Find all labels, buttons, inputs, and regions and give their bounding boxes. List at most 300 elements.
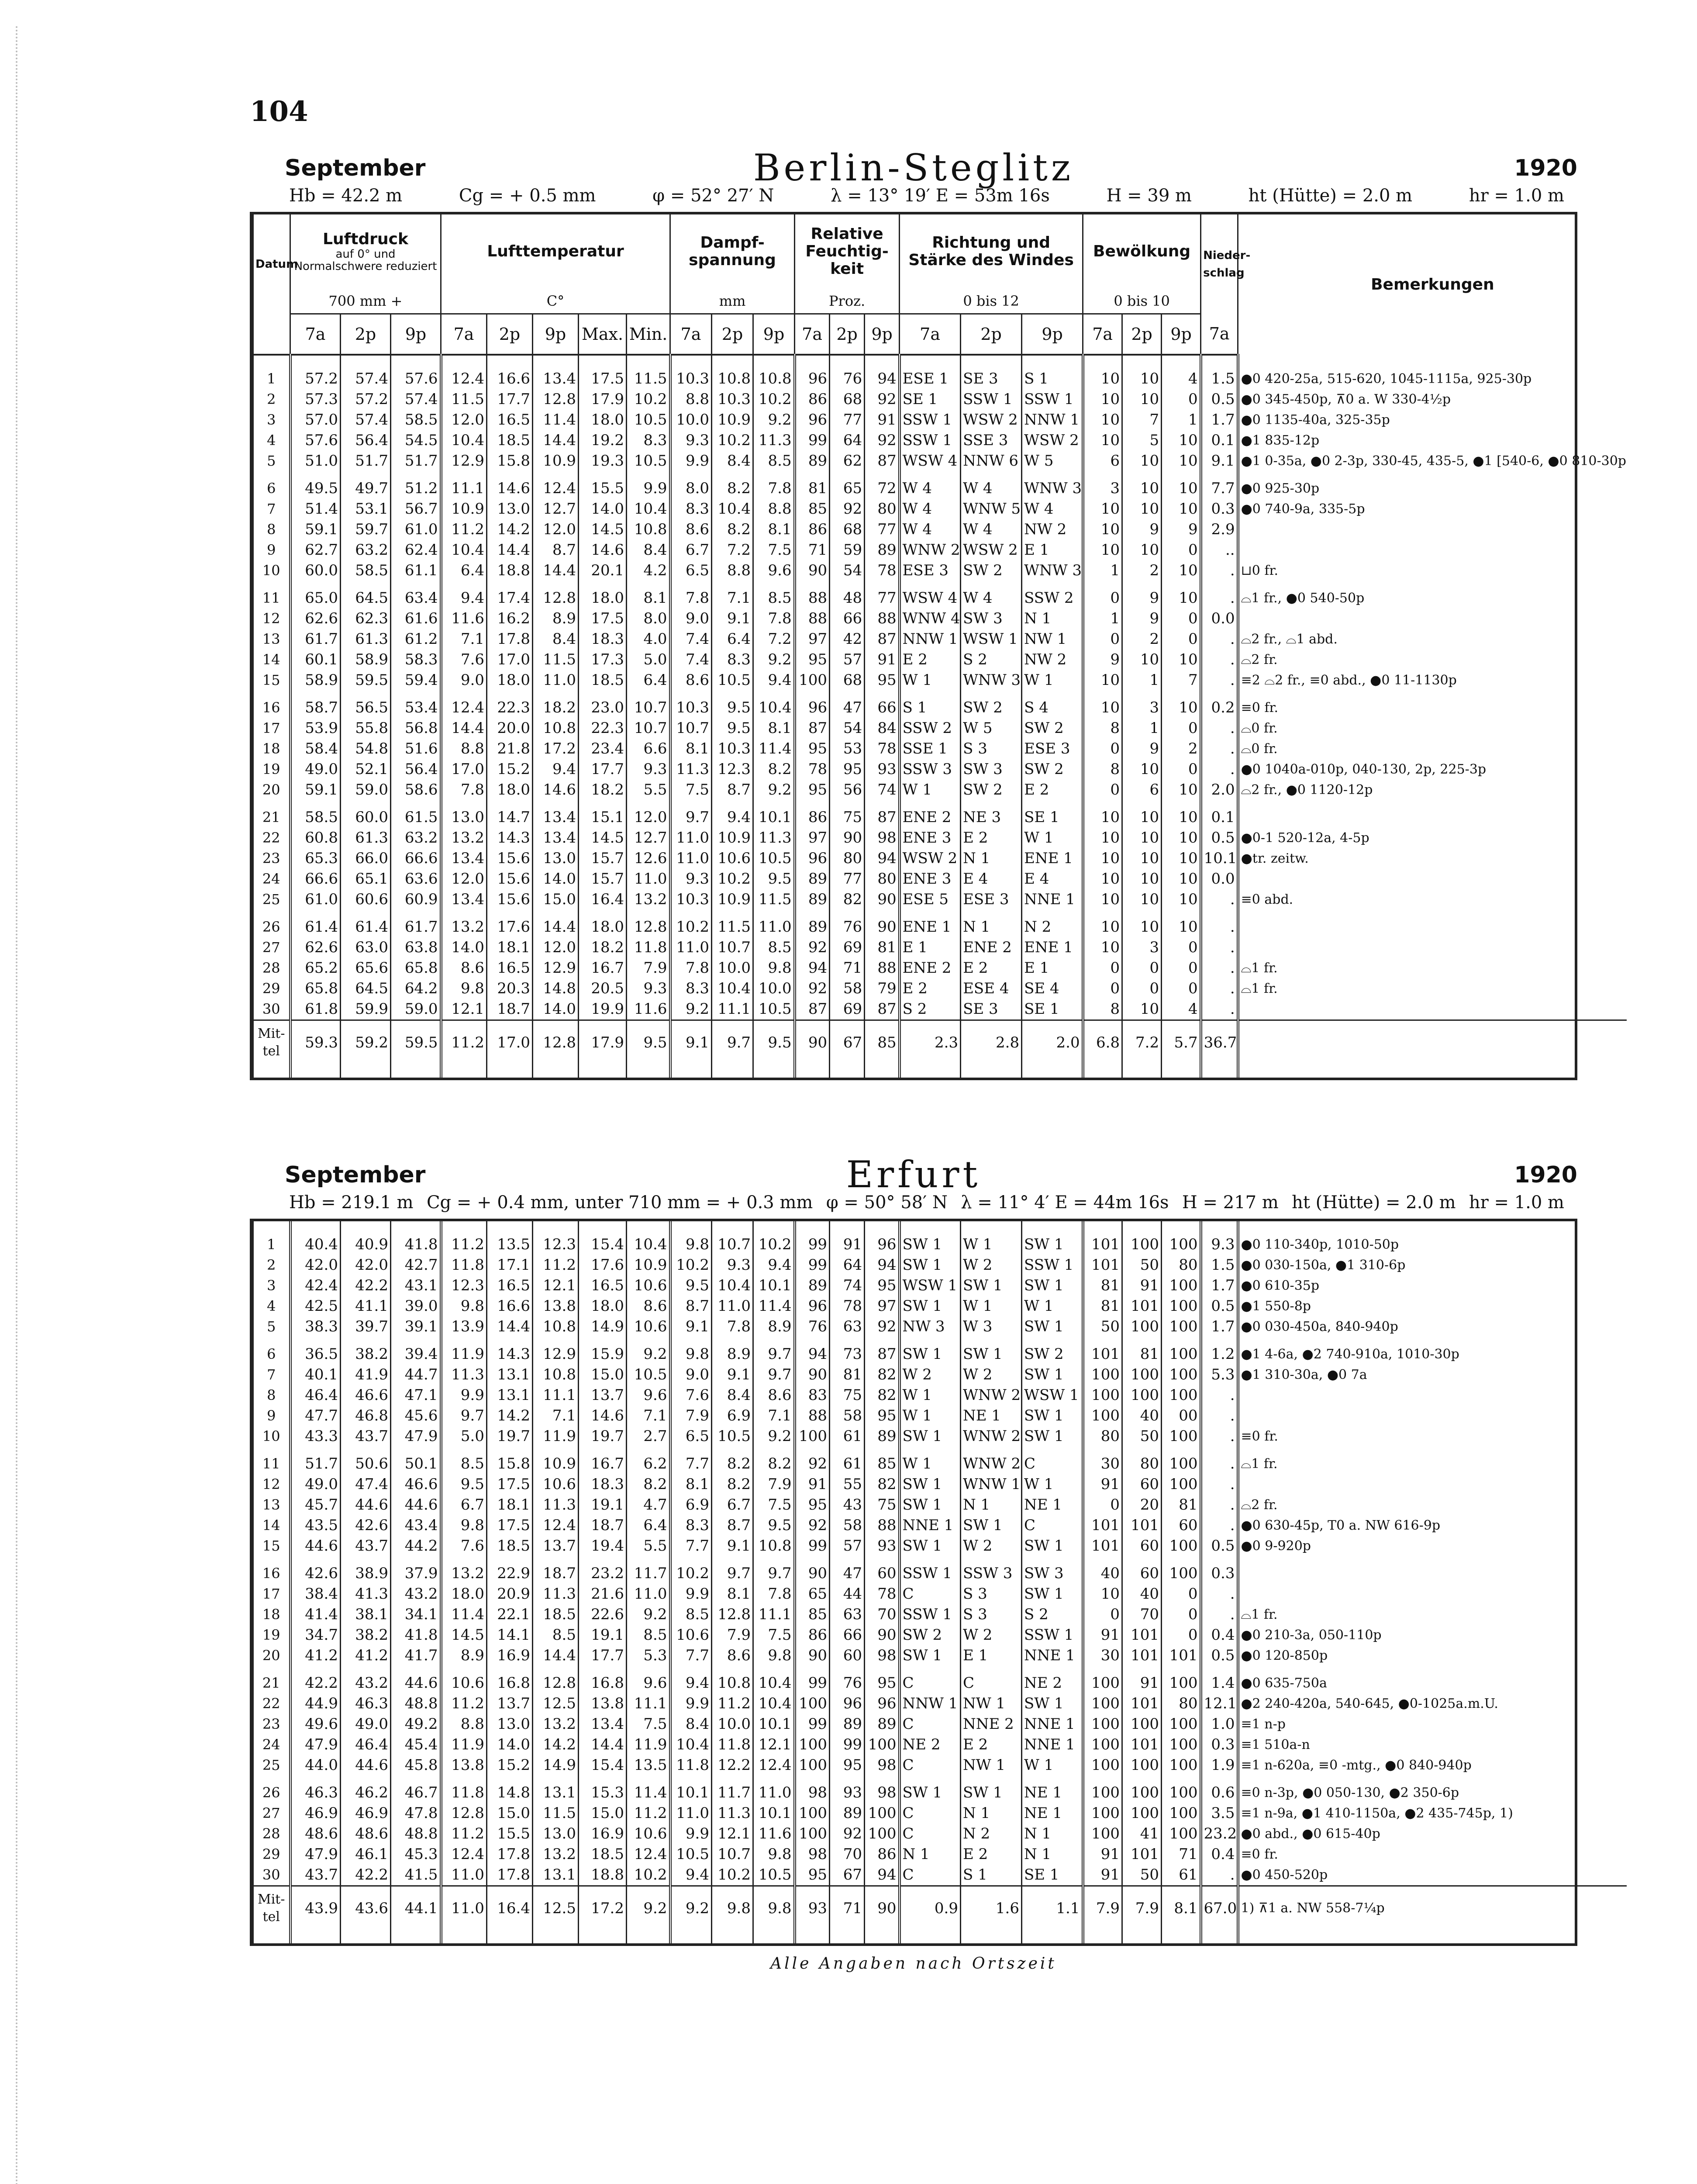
separator-cell bbox=[830, 471, 865, 478]
separator-cell bbox=[253, 471, 290, 478]
cell-w7: SSW 1 bbox=[900, 1563, 961, 1584]
cell-w7: SSW 1 bbox=[900, 430, 961, 451]
cell-b2: 9 bbox=[1122, 739, 1162, 759]
cell-d9: 11.1 bbox=[753, 1604, 795, 1625]
cell-remarks: ●0 420-25a, 515-620, 1045-1115a, 925-30p bbox=[1238, 369, 1627, 389]
cell-p9: 47.1 bbox=[391, 1385, 441, 1406]
cell-p2: 44.6 bbox=[341, 1495, 391, 1515]
cell-d9: 10.8 bbox=[753, 369, 795, 389]
cell-t9: 10.9 bbox=[533, 451, 579, 471]
mean-w2: 2.8 bbox=[961, 1020, 1022, 1065]
cell-f9: 88 bbox=[865, 1515, 900, 1536]
cell-t2: 17.1 bbox=[487, 1255, 533, 1275]
separator-cell bbox=[1022, 910, 1083, 917]
cell-tmin: 8.6 bbox=[627, 1296, 670, 1317]
cell-b2: 100 bbox=[1122, 1385, 1162, 1406]
mean-b9: 5.7 bbox=[1162, 1020, 1201, 1065]
separator-cell bbox=[1201, 1666, 1238, 1673]
cell-tmax: 17.7 bbox=[579, 759, 627, 780]
cell-b9: 80 bbox=[1162, 1693, 1201, 1714]
cell-datum: 21 bbox=[253, 807, 290, 828]
col-header-feuchtigkeit-label: Relative Feuchtig-keit bbox=[805, 225, 889, 278]
mean-d9: 9.5 bbox=[753, 1020, 795, 1065]
separator-cell bbox=[1122, 1556, 1162, 1563]
mean-p2: 59.2 bbox=[341, 1020, 391, 1065]
separator-cell bbox=[579, 1666, 627, 1673]
cell-f2: 92 bbox=[830, 499, 865, 519]
table-row bbox=[253, 1426, 1627, 1447]
cell-b2: 60 bbox=[1122, 1536, 1162, 1556]
cell-p9: 49.2 bbox=[391, 1714, 441, 1735]
separator-cell bbox=[487, 1337, 533, 1344]
cell-f2: 63 bbox=[830, 1317, 865, 1337]
separator-cell bbox=[253, 800, 290, 807]
cell-t2: 15.5 bbox=[487, 1824, 533, 1844]
cell-w9: S 2 bbox=[1022, 1604, 1083, 1625]
meta-hb: Hb = 42.2 m bbox=[289, 186, 403, 206]
cell-p9: 46.6 bbox=[391, 1474, 441, 1495]
cell-f9: 100 bbox=[865, 1803, 900, 1824]
cell-w7: ENE 3 bbox=[900, 828, 961, 848]
cell-d2: 8.9 bbox=[712, 1344, 753, 1365]
spacer-cell bbox=[1022, 1064, 1083, 1078]
cell-f9: 96 bbox=[865, 1693, 900, 1714]
station-section-erfurt bbox=[250, 1153, 1577, 1977]
cell-b7: 10 bbox=[1083, 917, 1122, 937]
cell-f2: 64 bbox=[830, 1255, 865, 1275]
cell-p9: 45.8 bbox=[391, 1755, 441, 1776]
cell-b2: 5 bbox=[1122, 430, 1162, 451]
cell-w7: WNW 4 bbox=[900, 608, 961, 629]
spacer-cell bbox=[627, 355, 670, 369]
cell-d7: 8.7 bbox=[670, 1296, 712, 1317]
cell-p7: 61.7 bbox=[290, 629, 341, 650]
meta-lat: φ = 52° 27′ N bbox=[652, 186, 774, 206]
cell-remarks: ●0 abd., ●0 615-40p bbox=[1238, 1824, 1627, 1844]
cell-t7: 8.8 bbox=[441, 739, 487, 759]
cell-tmax: 16.4 bbox=[579, 889, 627, 910]
table-row bbox=[253, 1604, 1627, 1625]
cell-t9: 12.4 bbox=[533, 478, 579, 499]
cell-f2: 66 bbox=[830, 608, 865, 629]
cell-d7: 10.7 bbox=[670, 718, 712, 739]
cell-t9: 11.1 bbox=[533, 1385, 579, 1406]
cell-f2: 75 bbox=[830, 1385, 865, 1406]
cell-w9: WSW 2 bbox=[1022, 430, 1083, 451]
cell-t2: 14.3 bbox=[487, 828, 533, 848]
col-header-bemerkungen bbox=[1238, 214, 1627, 355]
cell-f2: 66 bbox=[830, 1625, 865, 1645]
spacer-cell bbox=[533, 1221, 579, 1234]
cell-nieder: 0.0 bbox=[1201, 869, 1238, 889]
table-row bbox=[253, 1385, 1627, 1406]
cell-datum: 20 bbox=[253, 780, 290, 800]
cell-tmax: 16.8 bbox=[579, 1673, 627, 1693]
table-row bbox=[253, 1365, 1627, 1385]
cell-b7: 0 bbox=[1083, 588, 1122, 608]
cell-f9: 90 bbox=[865, 917, 900, 937]
cell-p9: 47.8 bbox=[391, 1803, 441, 1824]
cell-d9: 11.3 bbox=[753, 828, 795, 848]
cell-f2: 48 bbox=[830, 588, 865, 608]
cell-f9: 82 bbox=[865, 1474, 900, 1495]
separator-cell bbox=[753, 581, 795, 588]
cell-w9: SSW 1 bbox=[1022, 1625, 1083, 1645]
cell-d2: 10.9 bbox=[712, 410, 753, 430]
separator-cell bbox=[487, 581, 533, 588]
cell-b2: 100 bbox=[1122, 1234, 1162, 1255]
cell-tmax: 19.3 bbox=[579, 451, 627, 471]
cell-datum: 11 bbox=[253, 1454, 290, 1474]
cell-b9: 100 bbox=[1162, 1234, 1201, 1255]
cell-b7: 10 bbox=[1083, 848, 1122, 869]
cell-datum: 21 bbox=[253, 1673, 290, 1693]
cell-p7: 49.0 bbox=[290, 759, 341, 780]
cell-b9: 0 bbox=[1162, 1625, 1201, 1645]
cell-d2: 10.5 bbox=[712, 1426, 753, 1447]
cell-datum: 2 bbox=[253, 1255, 290, 1275]
cell-w2: NNE 2 bbox=[961, 1714, 1022, 1735]
station-meta bbox=[250, 186, 1577, 212]
cell-t9: 12.3 bbox=[533, 1234, 579, 1255]
cell-p2: 61.3 bbox=[341, 629, 391, 650]
cell-b2: 10 bbox=[1122, 889, 1162, 910]
cell-tmin: 7.1 bbox=[627, 1406, 670, 1426]
cell-w7: SW 1 bbox=[900, 1344, 961, 1365]
cell-p9: 64.2 bbox=[391, 978, 441, 999]
cell-remarks: ●0 9-920p bbox=[1238, 1536, 1627, 1556]
cell-f2: 68 bbox=[830, 670, 865, 691]
cell-nieder: . bbox=[1201, 978, 1238, 999]
cell-w7: SSW 3 bbox=[900, 759, 961, 780]
separator-cell bbox=[830, 1447, 865, 1454]
cell-tmax: 17.6 bbox=[579, 1255, 627, 1275]
cell-d2: 8.7 bbox=[712, 1515, 753, 1536]
cell-b9: 100 bbox=[1162, 1735, 1201, 1755]
separator-cell bbox=[712, 471, 753, 478]
cell-d9: 10.4 bbox=[753, 1673, 795, 1693]
table-row bbox=[253, 807, 1627, 828]
cell-datum: 24 bbox=[253, 869, 290, 889]
cell-p2: 60.0 bbox=[341, 807, 391, 828]
cell-d2: 11.2 bbox=[712, 1693, 753, 1714]
cell-t2: 14.2 bbox=[487, 519, 533, 540]
cell-f7: 90 bbox=[795, 1365, 830, 1385]
cell-p2: 50.6 bbox=[341, 1454, 391, 1474]
cell-f7: 89 bbox=[795, 889, 830, 910]
cell-t7: 10.4 bbox=[441, 430, 487, 451]
cell-nieder: . bbox=[1201, 759, 1238, 780]
cell-nieder: 0.1 bbox=[1201, 807, 1238, 828]
time-header-t7-0: 7a bbox=[290, 314, 341, 355]
cell-nieder: . bbox=[1201, 1604, 1238, 1625]
cell-d9: 12.1 bbox=[753, 1735, 795, 1755]
cell-datum: 23 bbox=[253, 1714, 290, 1735]
spacer-cell bbox=[795, 355, 830, 369]
cell-b9: 100 bbox=[1162, 1365, 1201, 1385]
cell-p9: 61.2 bbox=[391, 629, 441, 650]
cell-d9: 9.8 bbox=[753, 958, 795, 978]
separator-cell bbox=[441, 910, 487, 917]
cell-f7: 95 bbox=[795, 650, 830, 670]
cell-p7: 44.9 bbox=[290, 1693, 341, 1714]
spacer-cell bbox=[753, 355, 795, 369]
cell-p7: 38.4 bbox=[290, 1584, 341, 1604]
cell-d7: 8.3 bbox=[670, 978, 712, 999]
table-row bbox=[253, 1474, 1627, 1495]
cell-b2: 3 bbox=[1122, 698, 1162, 718]
cell-p7: 60.8 bbox=[290, 828, 341, 848]
cell-d2: 11.3 bbox=[712, 1803, 753, 1824]
cell-p7: 43.7 bbox=[290, 1865, 341, 1886]
spacer-cell bbox=[961, 1064, 1022, 1078]
cell-f2: 65 bbox=[830, 478, 865, 499]
cell-w9: NNE 1 bbox=[1022, 1735, 1083, 1755]
cell-f2: 42 bbox=[830, 629, 865, 650]
cell-w9: W 4 bbox=[1022, 499, 1083, 519]
mean-nieder: 67.0 bbox=[1201, 1886, 1238, 1931]
cell-d2: 12.8 bbox=[712, 1604, 753, 1625]
cell-datum: 9 bbox=[253, 540, 290, 560]
cell-w7: W 2 bbox=[900, 1365, 961, 1385]
cell-b7: 91 bbox=[1083, 1865, 1122, 1886]
cell-f9: 78 bbox=[865, 560, 900, 581]
cell-remarks bbox=[1238, 807, 1627, 828]
cell-t7: 14.5 bbox=[441, 1625, 487, 1645]
cell-b7: 10 bbox=[1083, 389, 1122, 410]
cell-t2: 14.8 bbox=[487, 1783, 533, 1803]
cell-b9: 100 bbox=[1162, 1803, 1201, 1824]
cell-t2: 16.5 bbox=[487, 958, 533, 978]
cell-remarks: ⌓0 fr. bbox=[1238, 739, 1627, 759]
cell-f9: 91 bbox=[865, 410, 900, 430]
cell-w7: WNW 2 bbox=[900, 540, 961, 560]
cell-tmax: 15.4 bbox=[579, 1755, 627, 1776]
table-row bbox=[253, 1673, 1627, 1693]
cell-p9: 61.7 bbox=[391, 917, 441, 937]
cell-d2: 9.5 bbox=[712, 698, 753, 718]
cell-f7: 90 bbox=[795, 560, 830, 581]
cell-t2: 21.8 bbox=[487, 739, 533, 759]
cell-p2: 61.4 bbox=[341, 917, 391, 937]
cell-p2: 63.0 bbox=[341, 937, 391, 958]
cell-f7: 96 bbox=[795, 369, 830, 389]
cell-tmin: 11.1 bbox=[627, 1693, 670, 1714]
spacer-cell bbox=[1083, 1221, 1122, 1234]
cell-b9: 0 bbox=[1162, 1584, 1201, 1604]
cell-d7: 8.3 bbox=[670, 499, 712, 519]
table-row bbox=[253, 1625, 1627, 1645]
separator-cell bbox=[487, 1556, 533, 1563]
col-header-bemerkungen-label: Bemerkungen bbox=[1371, 275, 1494, 294]
spacer-cell bbox=[1122, 355, 1162, 369]
cell-d2: 12.1 bbox=[712, 1824, 753, 1844]
cell-nieder: . bbox=[1201, 999, 1238, 1020]
cell-w2: SW 2 bbox=[961, 780, 1022, 800]
cell-b2: 60 bbox=[1122, 1563, 1162, 1584]
cell-nieder: 0.5 bbox=[1201, 828, 1238, 848]
cell-tmax: 17.9 bbox=[579, 389, 627, 410]
cell-w2: E 2 bbox=[961, 958, 1022, 978]
cell-tmin: 12.7 bbox=[627, 828, 670, 848]
meta-cg: Cg = + 0.4 mm, unter 710 mm = + 0.3 mm bbox=[426, 1192, 813, 1213]
cell-f2: 76 bbox=[830, 917, 865, 937]
separator-cell bbox=[1083, 910, 1122, 917]
cell-f9: 93 bbox=[865, 1536, 900, 1556]
separator-cell bbox=[1083, 471, 1122, 478]
cell-tmax: 15.5 bbox=[579, 478, 627, 499]
cell-d2: 8.8 bbox=[712, 560, 753, 581]
group-separator bbox=[253, 691, 1627, 698]
cell-datum: 12 bbox=[253, 608, 290, 629]
cell-d2: 8.2 bbox=[712, 1474, 753, 1495]
cell-f2: 61 bbox=[830, 1454, 865, 1474]
cell-nieder: 1.4 bbox=[1201, 1673, 1238, 1693]
separator-cell bbox=[1162, 800, 1201, 807]
cell-t7: 11.3 bbox=[441, 1365, 487, 1385]
cell-t7: 17.0 bbox=[441, 759, 487, 780]
cell-remarks: ⌓0 fr. bbox=[1238, 718, 1627, 739]
cell-p7: 49.6 bbox=[290, 1714, 341, 1735]
separator-cell bbox=[1122, 910, 1162, 917]
cell-d2: 8.3 bbox=[712, 650, 753, 670]
cell-b7: 10 bbox=[1083, 937, 1122, 958]
separator-cell bbox=[253, 1556, 290, 1563]
cell-d7: 9.9 bbox=[670, 1584, 712, 1604]
col-header-wind-label: Richtung und Stärke des Windes bbox=[908, 234, 1074, 269]
cell-p7: 60.1 bbox=[290, 650, 341, 670]
cell-d9: 12.4 bbox=[753, 1755, 795, 1776]
cell-p7: 53.9 bbox=[290, 718, 341, 739]
cell-t2: 16.6 bbox=[487, 1296, 533, 1317]
cell-t2: 16.8 bbox=[487, 1673, 533, 1693]
cell-p2: 43.7 bbox=[341, 1536, 391, 1556]
cell-b7: 8 bbox=[1083, 759, 1122, 780]
separator-cell bbox=[1238, 1776, 1627, 1783]
cell-d7: 8.4 bbox=[670, 1714, 712, 1735]
col-header-niederschlag-label: Nieder-schlag bbox=[1203, 249, 1251, 280]
separator-cell bbox=[753, 1556, 795, 1563]
spacer-cell bbox=[1201, 1064, 1238, 1078]
separator-cell bbox=[753, 910, 795, 917]
cell-b7: 10 bbox=[1083, 519, 1122, 540]
cell-p2: 52.1 bbox=[341, 759, 391, 780]
spacer-cell bbox=[670, 355, 712, 369]
spacer-cell bbox=[1238, 1064, 1627, 1078]
table-row bbox=[253, 999, 1627, 1020]
cell-t7: 13.2 bbox=[441, 1563, 487, 1584]
cell-w2: N 1 bbox=[961, 917, 1022, 937]
cell-d2: 8.7 bbox=[712, 780, 753, 800]
cell-w9: NNE 1 bbox=[1022, 1714, 1083, 1735]
cell-datum: 24 bbox=[253, 1735, 290, 1755]
cell-t2: 22.9 bbox=[487, 1563, 533, 1584]
cell-t7: 9.0 bbox=[441, 670, 487, 691]
col-header-wind bbox=[900, 214, 1083, 289]
cell-datum: 15 bbox=[253, 1536, 290, 1556]
cell-t9: 14.9 bbox=[533, 1755, 579, 1776]
cell-remarks: ●0 610-35p bbox=[1238, 1275, 1627, 1296]
cell-w7: SSW 1 bbox=[900, 410, 961, 430]
cell-tmax: 14.0 bbox=[579, 499, 627, 519]
cell-t7: 9.4 bbox=[441, 588, 487, 608]
cell-w7: ESE 5 bbox=[900, 889, 961, 910]
cell-f9: 95 bbox=[865, 670, 900, 691]
cell-f7: 85 bbox=[795, 499, 830, 519]
separator-cell bbox=[830, 1776, 865, 1783]
time-header-t9-0: 9p bbox=[391, 314, 441, 355]
group-separator bbox=[253, 1337, 1627, 1344]
cell-f9: 98 bbox=[865, 1783, 900, 1803]
cell-p7: 57.6 bbox=[290, 430, 341, 451]
separator-cell bbox=[900, 1447, 961, 1454]
cell-tmin: 11.8 bbox=[627, 937, 670, 958]
cell-p7: 61.8 bbox=[290, 999, 341, 1020]
separator-cell bbox=[795, 1447, 830, 1454]
cell-b2: 101 bbox=[1122, 1515, 1162, 1536]
cell-f7: 88 bbox=[795, 1406, 830, 1426]
cell-w2: W 1 bbox=[961, 1296, 1022, 1317]
cell-p2: 38.9 bbox=[341, 1563, 391, 1584]
cell-b7: 81 bbox=[1083, 1275, 1122, 1296]
table-row bbox=[253, 698, 1627, 718]
cell-datum: 9 bbox=[253, 1406, 290, 1426]
cell-d7: 11.0 bbox=[670, 828, 712, 848]
cell-t2: 14.1 bbox=[487, 1625, 533, 1645]
cell-datum: 30 bbox=[253, 1865, 290, 1886]
separator-cell bbox=[1238, 1337, 1627, 1344]
separator-cell bbox=[533, 1337, 579, 1344]
table-row bbox=[253, 759, 1627, 780]
cell-b9: 10 bbox=[1162, 780, 1201, 800]
spacer-cell bbox=[253, 1064, 290, 1078]
cell-f7: 100 bbox=[795, 670, 830, 691]
time-header-t9-3: 9p bbox=[865, 314, 900, 355]
cell-p2: 38.2 bbox=[341, 1344, 391, 1365]
cell-b9: 100 bbox=[1162, 1454, 1201, 1474]
cell-w9: SSW 2 bbox=[1022, 588, 1083, 608]
separator-cell bbox=[961, 691, 1022, 698]
cell-d2: 10.6 bbox=[712, 848, 753, 869]
cell-b7: 101 bbox=[1083, 1536, 1122, 1556]
cell-p7: 66.6 bbox=[290, 869, 341, 889]
cell-tmin: 12.0 bbox=[627, 807, 670, 828]
cell-d7: 7.9 bbox=[670, 1406, 712, 1426]
cell-p2: 65.6 bbox=[341, 958, 391, 978]
cell-tmax: 15.1 bbox=[579, 807, 627, 828]
separator-cell bbox=[441, 581, 487, 588]
cell-w2: WSW 2 bbox=[961, 410, 1022, 430]
time-header-t7-4: 7a bbox=[900, 314, 961, 355]
cell-b9: 10 bbox=[1162, 588, 1201, 608]
cell-b9: 10 bbox=[1162, 499, 1201, 519]
cell-p7: 46.9 bbox=[290, 1803, 341, 1824]
cell-p9: 58.3 bbox=[391, 650, 441, 670]
cell-w2: W 2 bbox=[961, 1255, 1022, 1275]
cell-f2: 59 bbox=[830, 540, 865, 560]
cell-d7: 9.0 bbox=[670, 608, 712, 629]
cell-d9: 9.2 bbox=[753, 650, 795, 670]
cell-remarks: ●1 0-35a, ●0 2-3p, 330-45, 435-5, ●1 [540-6, ●0 810-30p bbox=[1238, 451, 1627, 471]
cell-t9: 8.5 bbox=[533, 1625, 579, 1645]
cell-remarks: ≡0 fr. bbox=[1238, 1426, 1627, 1447]
cell-tmin: 8.3 bbox=[627, 430, 670, 451]
cell-w7: C bbox=[900, 1714, 961, 1735]
mean-b2: 7.2 bbox=[1122, 1020, 1162, 1065]
cell-w7: W 4 bbox=[900, 499, 961, 519]
cell-t2: 17.8 bbox=[487, 1865, 533, 1886]
cell-b7: 30 bbox=[1083, 1645, 1122, 1666]
